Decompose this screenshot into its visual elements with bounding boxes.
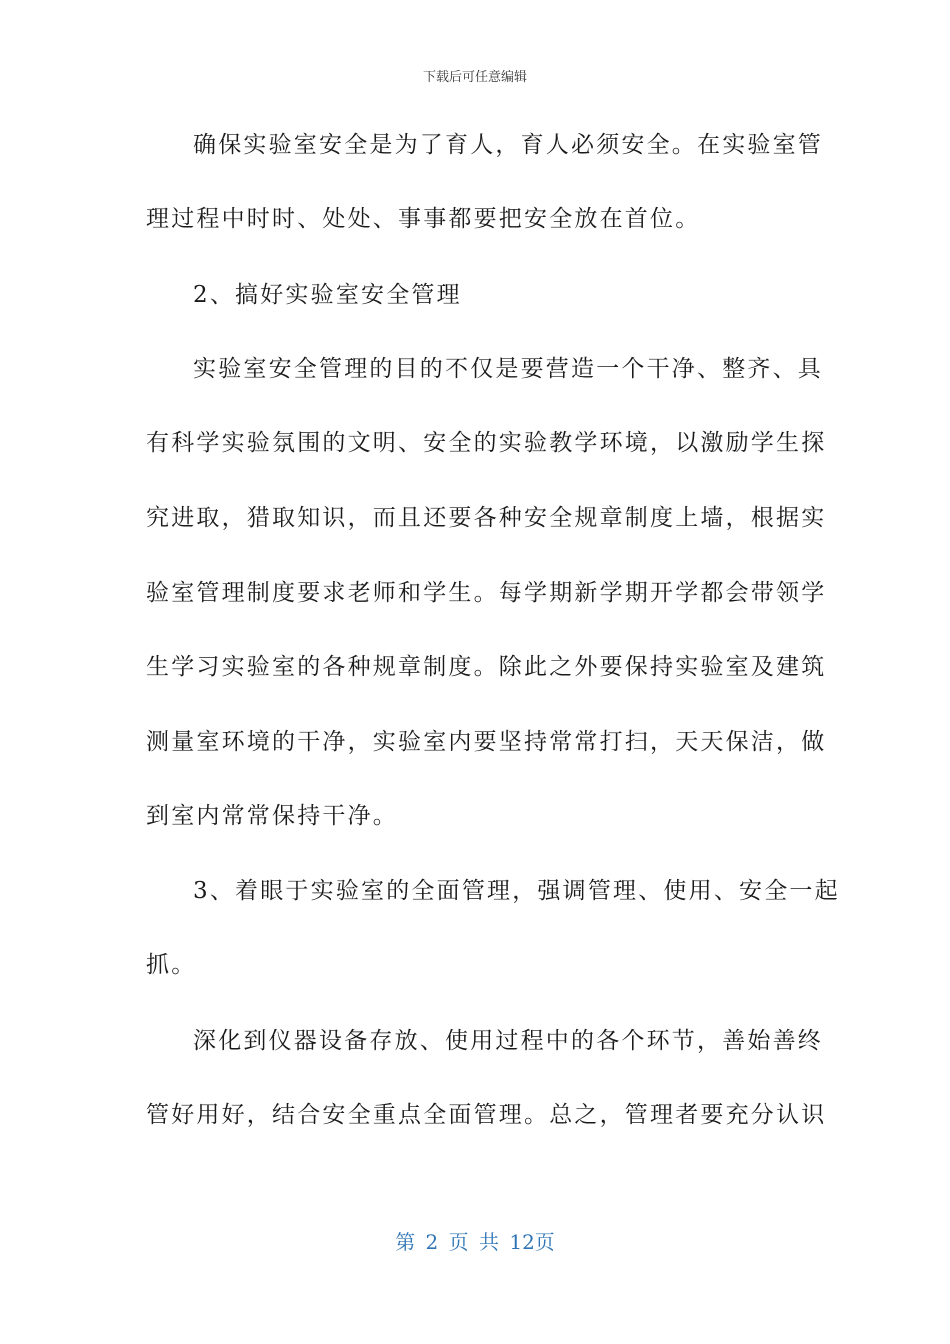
page-header: 下载后可任意编辑	[422, 70, 527, 85]
paragraph-line: 理过程中时时、处处、事事都要把安全放在首位。	[146, 206, 701, 232]
paragraph-line: 测量室环境的干净，实验室内要坚持常常打扫，天天保洁，做	[146, 729, 827, 755]
paragraph-line: 抓。	[146, 952, 197, 978]
paragraph-line: 实验室安全管理的目的不仅是要营造一个干净、整齐、具	[193, 356, 823, 382]
paragraph-line: 生学习实验室的各种规章制度。除此之外要保持实验室及建筑	[146, 654, 827, 680]
paragraph-line: 管好用好，结合安全重点全面管理。总之，管理者要充分认识	[146, 1102, 827, 1128]
page-number-footer: 第 2 页 共 12页	[395, 1230, 555, 1254]
paragraph-line: 有科学实验氛围的文明、安全的实验教学环境，以激励学生探	[146, 430, 827, 456]
paragraph-line: 到室内常常保持干净。	[146, 803, 398, 829]
section-heading: 2、搞好实验室安全管理	[193, 282, 462, 308]
paragraph-line: 验室管理制度要求老师和学生。每学期新学期开学都会带领学	[146, 580, 827, 606]
paragraph-line: 究进取，猎取知识，而且还要各种安全规章制度上墙，根据实	[146, 505, 827, 531]
paragraph-line: 深化到仪器设备存放、使用过程中的各个环节，善始善终	[193, 1028, 823, 1054]
section-heading: 3、着眼于实验室的全面管理，强调管理、使用、安全一起	[193, 878, 840, 904]
paragraph-line: 确保实验室安全是为了育人，育人必须安全。在实验室管	[193, 132, 823, 158]
